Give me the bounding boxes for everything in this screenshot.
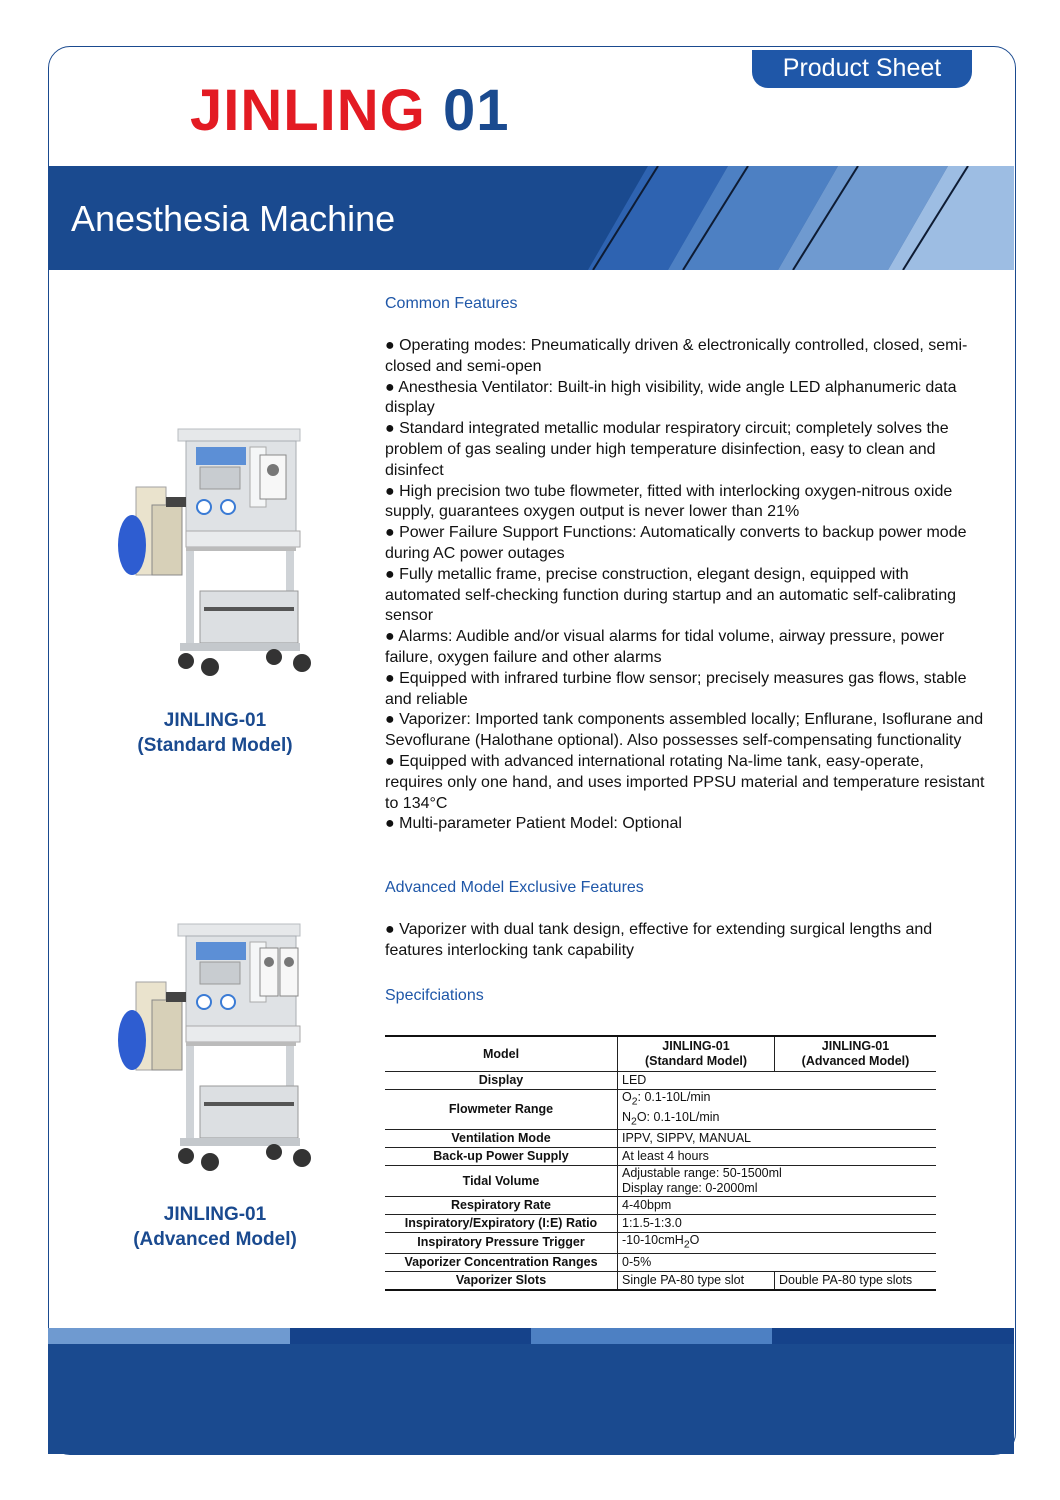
header-advanced [775,1036,937,1072]
spec-value: IPPV, SIPPV, MANUAL [618,1130,937,1148]
product-sheet-badge: Product Sheet [752,50,972,88]
caption-line: JINLING-01 [163,1204,267,1225]
spec-value-standard: Single PA-80 type slot [618,1271,775,1290]
feature-item: ● Equipped with advanced international rotating Na-lime tank, easy-operate, requires only one hand, and uses imported PPSU material and temperature resistant to 134°C [385,752,985,812]
standard-model-caption [90,708,340,758]
title-brand: JINLING [190,78,426,143]
feature-item: ● Vaporizer with dual tank design, effective for extending surgical lengths and features interlocking tank capability [385,921,933,959]
spec-key: Flowmeter Range [385,1090,618,1130]
tidal-display: Display range: 0-2000ml [622,1181,758,1195]
feature-item: ● Vaporizer: Imported tank components assembled locally; Enflurane, Isoflurane and Sevoflurane (Halothane optional). Also possesses self-compensating functionality [385,711,984,750]
trigger-range: -10-10cmH [622,1233,684,1247]
feature-item: ● Operating modes: Pneumatically driven & electronically controlled, closed, semi-closed and semi-open [385,337,968,375]
caption-line: (Advanced Model) [133,1229,297,1250]
spec-key: Tidal Volume [385,1166,618,1197]
feature-item: ● Standard integrated metallic modular respiratory circuit; completely solves the problem of gas sealing under high temperature disinfection, easy to clean and disinfect [385,420,949,479]
spec-key: Inspiratory Pressure Trigger [385,1233,618,1254]
flow-n2o-symbol: N [622,1109,632,1124]
flow-o2-symbol: O [622,1090,632,1104]
trigger-unit: O [689,1233,700,1247]
spec-key: Inspiratory/Expiratory (I:E) Ratio [385,1215,618,1233]
spec-value [618,1090,937,1130]
caption-line: JINLING-01 [163,710,267,731]
advanced-features-heading: Advanced Model Exclusive Features [385,879,644,896]
advanced-model-image [100,920,330,1180]
header-line: JINLING-01 [821,1039,890,1053]
table-row [385,1215,936,1233]
spec-value: 4-40bpm [618,1197,937,1215]
table-header-row [385,1036,936,1072]
flow-n2o-sub: 2 [631,1116,637,1127]
table-row [385,1090,936,1130]
product-category: Anesthesia Machine [71,198,396,239]
feature-item: ● Alarms: Audible and/or visual alarms for tidal volume, airway pressure, power failure, oxygen failure and other alarms [385,628,945,666]
flow-o2-sub: 2 [631,1096,638,1108]
feature-item: ● Power Failure Support Functions: Automatically converts to backup power mode during AC power outages [385,524,967,562]
flow-n2o-range: O: 0.1-10L/min [636,1109,720,1124]
spec-key: Vaporizer Slots [385,1271,618,1290]
spec-value [618,1166,937,1197]
header-line: JINLING-01 [662,1039,730,1053]
feature-item: ● Multi-parameter Patient Model: Optional [385,815,682,833]
spec-key: Back-up Power Supply [385,1148,618,1166]
caption-line: (Standard Model) [137,735,293,756]
spec-value [618,1233,937,1254]
title-number: 01 [442,78,510,143]
common-features-list [385,336,985,835]
spec-value-advanced: Double PA-80 type slots [775,1271,937,1290]
spec-key: Vaporizer Concentration Ranges [385,1253,618,1271]
feature-item: ● Anesthesia Ventilator: Built-in high visibility, wide angle LED alphanumeric data display [385,378,957,417]
spec-value: At least 4 hours [618,1148,937,1166]
table-row [385,1233,936,1254]
table-row [385,1253,936,1271]
spec-value: 1:1.5-1:3.0 [618,1215,937,1233]
table-row [385,1166,936,1197]
spec-key: Ventilation Mode [385,1130,618,1148]
standard-model-image [100,425,330,685]
flow-o2 [622,1090,932,1110]
table-row [385,1148,936,1166]
spec-value: 0-5% [618,1253,937,1271]
spec-key: Respiratory Rate [385,1197,618,1215]
table-row [385,1130,936,1148]
header-line: (Advanced Model) [801,1054,910,1068]
specifications-heading: Specifciations [385,987,484,1004]
footer-band [48,1328,1014,1454]
feature-item: ● High precision two tube flowmeter, fitted with interlocking oxygen-nitrous oxide supply, guarantees oxygen output is never lower than 21% [385,482,953,521]
header-standard [618,1036,775,1072]
advanced-features-list [385,920,985,962]
trigger-sub: 2 [683,1239,690,1251]
spec-value: LED [618,1072,937,1090]
feature-item: ● Fully metallic frame, precise construction, elegant design, equipped with automated self-checking function during startup and an automatic self-calibrating sensor [385,565,956,625]
flow-n2o [622,1110,932,1130]
common-features-heading: Common Features [385,295,518,312]
advanced-model-caption [90,1202,340,1252]
tidal-adjustable: Adjustable range: 50-1500ml [622,1166,782,1180]
header-line: (Standard Model) [644,1054,748,1068]
table-row [385,1072,936,1090]
flow-o2-range: : 0.1-10L/min [637,1090,711,1104]
spec-key: Display [385,1072,618,1090]
feature-item: ● Equipped with infrared turbine flow sensor; precisely measures gas flows, stable and reliable [385,669,967,708]
table-row [385,1197,936,1215]
table-row [385,1271,936,1290]
specifications-table [385,1035,936,1291]
header-model: Model [385,1036,618,1072]
page-title [190,78,509,144]
